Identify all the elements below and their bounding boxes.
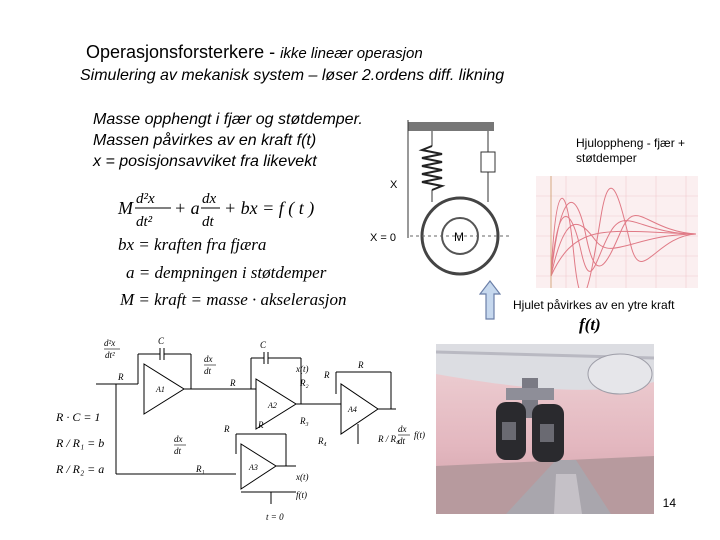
dxdt1-den: dt [204, 366, 212, 376]
opamp-a3-icon [241, 444, 276, 489]
opamp-a3-label: A3 [249, 463, 258, 472]
mass-label: M [454, 230, 464, 244]
eq-main-den2: dt [202, 214, 214, 230]
cap-c1-label: C [158, 336, 165, 346]
slide-number: 14 [662, 496, 676, 510]
resistor-label-1: R [118, 372, 124, 382]
condition-ra: R / R₂ = a [56, 462, 105, 476]
condition-rc: R · C = 1 [56, 410, 101, 424]
opamp-a4-label: A4 [348, 405, 357, 414]
eq-line-a: a = dempningen i støtdemper [126, 263, 327, 282]
dxdt2-num: dx [174, 434, 183, 444]
title-main: Operasjonsforsterkere - [86, 42, 276, 62]
opamp-a1-label: A1 [156, 385, 165, 394]
resistor-label-10: R [258, 420, 264, 430]
eq-main-num1: d²x [136, 191, 155, 207]
cap-c2-label: C [260, 340, 267, 350]
x-zero-label: X = 0 [370, 232, 396, 244]
eq-line-M: M = kraft = masse · akselerasjon [120, 290, 347, 309]
eq-main-num2: dx [202, 191, 217, 207]
f-t-in-label: f(t) [296, 490, 307, 500]
intro-line-2: Massen påvirkes av en kraft f(t) [93, 132, 317, 149]
eq-main-den1: dt² [136, 214, 153, 230]
resistor-label-4: R [224, 424, 230, 434]
eq-line-b: bx = kraften fra fjæra [118, 235, 267, 254]
eq-main-rest: + bx = f ( t ) [224, 198, 315, 218]
damping-response-graph [536, 176, 698, 288]
dxdt2-den: dt [174, 446, 182, 456]
eq-main-M: M [118, 198, 133, 218]
spring-icon [422, 146, 442, 190]
damper-icon [481, 152, 495, 172]
landing-gear-image [436, 344, 654, 514]
analog-circuit-diagram [96, 324, 441, 524]
slide-title [86, 42, 423, 63]
opamp-a4-icon [341, 384, 378, 434]
resistor-label-3: R [324, 370, 330, 380]
force-symbol: f(t) [579, 315, 601, 334]
resistor-label-8: R₄ [318, 436, 327, 446]
dxdt3-den: dt [398, 436, 406, 446]
eq-main-plus-a: + a [174, 198, 200, 218]
r-ratio-label: R / R₄ [378, 434, 400, 444]
condition-rb: R / R₁ = b [56, 436, 105, 450]
resistor-label-9: R [358, 360, 364, 370]
wheel-suspension-note: Hjuloppheng - fjær + støtdemper [576, 136, 686, 165]
mass-spring-damper-diagram [360, 118, 510, 286]
force-arrow-icon [479, 280, 501, 320]
resistor-label-2: R [230, 378, 236, 388]
x-t-out-label: x(t) [296, 364, 309, 374]
dxdt3-num: dx [398, 424, 407, 434]
t0-label: t = 0 [266, 512, 284, 522]
d2x-den: dt² [105, 350, 115, 360]
slide-subtitle: Simulering av mekanisk system – løser 2.ordens diff. likning [80, 67, 505, 84]
force-note-text: Hjulet påvirkes av en ytre kraft [513, 298, 675, 312]
dxdt1-num: dx [204, 354, 213, 364]
resistor-label-6: R₂ [300, 378, 309, 388]
force-note [513, 296, 674, 314]
engine-icon [588, 354, 652, 394]
f-t-out-label: f(t) [414, 430, 425, 440]
d2x-num: d²x [104, 338, 116, 348]
intro-line-1: Masse opphengt i fjær og støtdemper. [93, 111, 363, 128]
opamp-a2-label: A2 [268, 401, 277, 410]
resistor-label-5: R₁ [196, 464, 205, 474]
intro-line-3: x = posisjonsavviket fra likevekt [93, 153, 317, 170]
equations-block [116, 186, 376, 312]
resistor-label-7: R₃ [300, 416, 309, 426]
circuit-conditions [56, 404, 104, 482]
x-t-bottom-label: x(t) [296, 472, 309, 482]
x-label: X [390, 179, 398, 191]
title-note: ikke lineær operasjon [280, 45, 423, 62]
intro-text [93, 109, 363, 172]
ceiling-bar [408, 122, 494, 131]
